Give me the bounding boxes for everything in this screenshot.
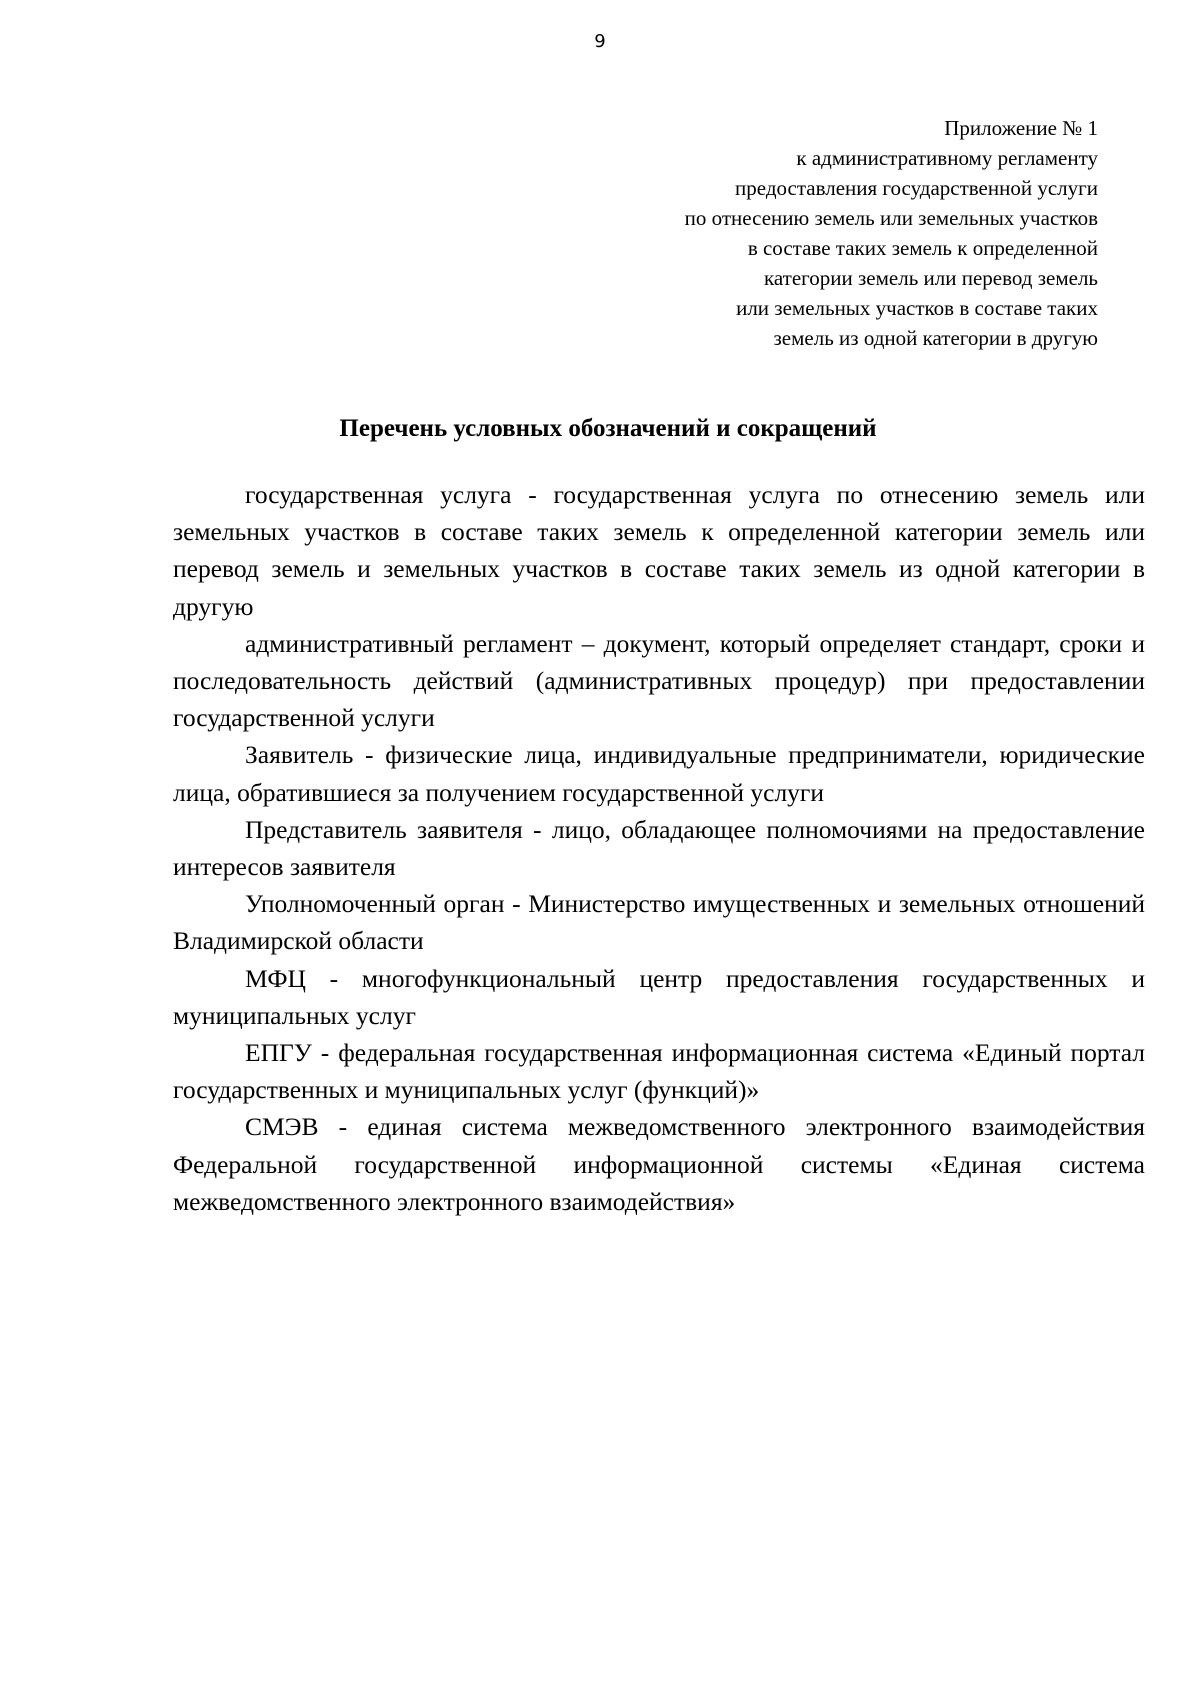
definition-separator: -	[305, 963, 362, 993]
definition-separator: -	[353, 740, 386, 770]
definition-text: Министерство имущественных и земельных отношений Владимирской области	[173, 889, 1146, 956]
definition-term: государственная услуга	[245, 480, 512, 509]
appendix-header	[498, 113, 1098, 353]
definition-term: административный регламент	[245, 628, 573, 658]
definition-separator: –	[572, 628, 604, 658]
definition-separator: -	[311, 1038, 339, 1068]
definition-term: ЕПГУ	[245, 1038, 312, 1068]
definition-item	[173, 476, 1145, 625]
definition-text: федеральная государственная информационная система «Единый портал государственных и муниципальных услуг (функций)»	[173, 1038, 1145, 1105]
definition-item	[173, 1108, 1145, 1220]
definition-text: лицо, обладающее полномочиями на предоставление интересов заявителя	[173, 814, 1145, 882]
appendix-line: к административному регламенту	[796, 146, 1098, 170]
appendix-line: или земельных участков в составе таких	[736, 296, 1098, 320]
definitions-list	[173, 476, 1145, 1220]
definition-separator: -	[318, 1112, 368, 1142]
definition-item	[173, 1034, 1145, 1108]
definition-term: Заявитель	[245, 740, 354, 770]
appendix-line: предоставления государственной услуги	[735, 176, 1098, 200]
definition-term: СМЭВ	[245, 1112, 319, 1142]
definition-text: документ, который определяет стандарт, сроки и последовательность действий (административных процедур) при предоставлении государственной услуги	[173, 628, 1145, 733]
definition-item	[173, 625, 1145, 737]
definition-text: государственная услуга по отнесению земель или земельных участков в составе таких земель к определенной категории земель или перевод земель и земельных участков в составе таких земель из одной категории в другую	[173, 480, 1145, 621]
appendix-line: в составе таких земель к определенной	[747, 236, 1098, 260]
definition-text: многофункциональный центр предоставления государственных и муниципальных услуг	[173, 963, 1145, 1030]
definition-term: Уполномоченный орган	[245, 889, 505, 919]
appendix-line: Приложение № 1	[944, 116, 1098, 140]
definition-separator: -	[522, 814, 552, 844]
document-title: Перечень условных обозначений и сокращений	[339, 415, 877, 442]
definition-term: МФЦ	[245, 963, 306, 993]
page-number: 9	[594, 31, 606, 52]
definition-item	[173, 811, 1145, 885]
definition-item	[173, 960, 1145, 1034]
appendix-line: категории земель или перевод земель	[764, 266, 1098, 290]
definition-text: единая система межведомственного электронного взаимодействия Федеральной государственной информационной системы «Единая система межведомственного электронного взаимодействия»	[173, 1112, 1145, 1216]
definition-item	[173, 885, 1145, 959]
definition-term: Представитель заявителя	[245, 814, 523, 844]
definition-separator: -	[504, 889, 529, 919]
definition-separator: -	[511, 480, 554, 509]
definition-text: физические лица, индивидуальные предприниматели, юридические лица, обратившиеся за получением государственной услуги	[173, 740, 1145, 807]
definition-item	[173, 736, 1145, 810]
appendix-line: земель из одной категории в другую	[773, 326, 1098, 350]
appendix-line: по отнесению земель или земельных участков	[684, 206, 1098, 230]
